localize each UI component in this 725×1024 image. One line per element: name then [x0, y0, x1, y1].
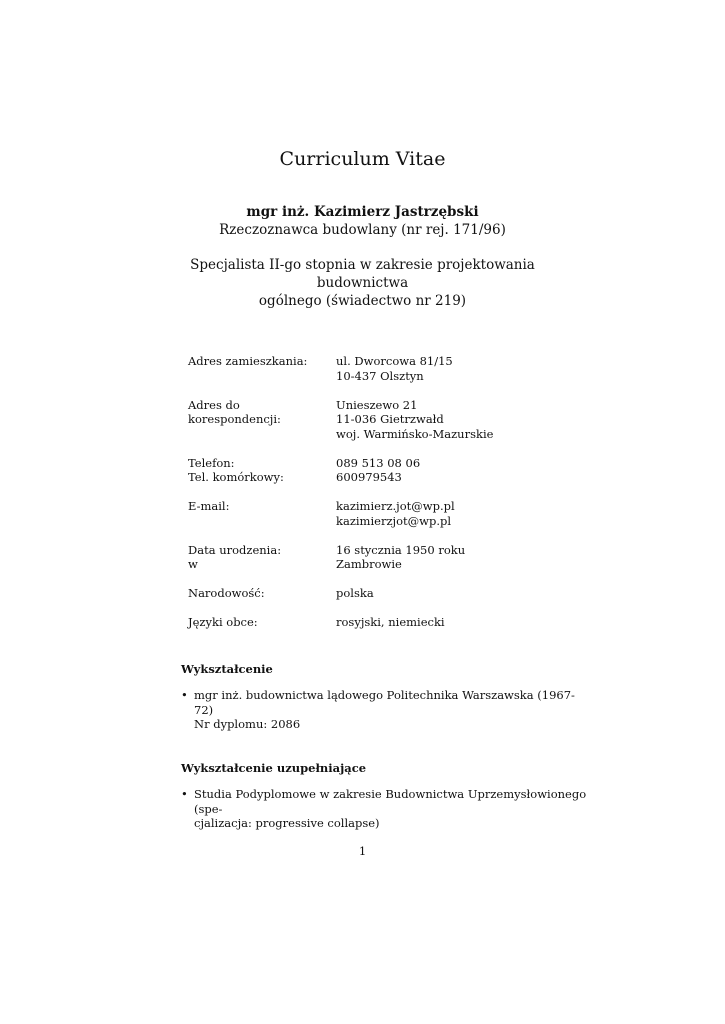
education-item-line: mgr inż. budownictwa lądowego Politechnika Warszawska (1967-72) [194, 688, 575, 717]
person-name: mgr inż. Kazimierz Jastrzębski [246, 204, 479, 220]
education-heading: Wykształcenie [181, 662, 273, 676]
info-label: Języki obce: [188, 615, 258, 629]
info-label: E-mail: [188, 499, 230, 513]
info-value: 600979543 [336, 470, 402, 484]
info-value: ul. Dworcowa 81/15 [336, 354, 453, 368]
info-label: Telefon: [188, 455, 235, 470]
email-link[interactable]: kazimierz.jot@wp.pl [336, 499, 455, 513]
person-subtitle: Rzeczoznawca budowlany (nr rej. 171/96) [219, 222, 506, 238]
info-row-phone [188, 456, 588, 471]
personal-info-table [188, 354, 588, 630]
info-value: 11-036 Gietrzwałd [336, 412, 444, 426]
info-row-correspondence [188, 398, 588, 442]
specialization-line: ogólnego (świadectwo nr 219) [258, 293, 467, 309]
specialization-line: Specjalista II-go stopnia w zakresie projektowania budownictwa [190, 257, 535, 291]
info-row-languages [188, 615, 588, 630]
info-value: woj. Warmińsko-Mazurskie [336, 426, 494, 441]
document-title: Curriculum Vitae [279, 148, 446, 170]
further-education-item-line: cjalizacja: progressive collapse) [194, 816, 380, 830]
page-number: 1 [358, 844, 367, 858]
further-education-item-line: Studia Podyplomowe w zakresie Budownictwa Uprzemysłowionego (spe- [194, 787, 587, 816]
further-education-item [181, 787, 593, 831]
info-value: 089 513 08 06 [336, 455, 421, 470]
info-row-birthdate [188, 543, 588, 558]
info-row-email [188, 499, 588, 528]
education-item [181, 688, 593, 732]
further-education-heading: Wykształcenie uzupełniające [181, 761, 367, 775]
info-label: Tel. komórkowy: [188, 470, 284, 484]
bullet-icon: • [181, 688, 188, 702]
info-row-nationality [188, 586, 588, 601]
info-value: 10-437 Olsztyn [336, 368, 424, 383]
info-label: Data urodzenia: [188, 542, 282, 557]
bullet-icon: • [181, 787, 188, 801]
info-row-birthplace [188, 557, 588, 572]
specialization [150, 256, 575, 310]
info-value: 16 stycznia 1950 roku [336, 542, 466, 557]
info-row-address [188, 354, 588, 383]
email-link[interactable]: kazimierzjot@wp.pl [336, 513, 452, 528]
info-label: Adres zamieszkania: [188, 354, 308, 368]
education-item-line: Nr dyplomu: 2086 [194, 717, 301, 731]
info-value: rosyjski, niemiecki [336, 615, 445, 629]
info-label: Narodowość: [188, 586, 265, 600]
info-label: Adres do korespondencji: [188, 397, 281, 426]
info-value: Zambrowie [336, 557, 402, 571]
info-label: w [188, 557, 198, 571]
info-value: polska [336, 586, 374, 600]
info-value: Unieszewo 21 [336, 397, 418, 412]
info-row-mobile [188, 470, 588, 485]
